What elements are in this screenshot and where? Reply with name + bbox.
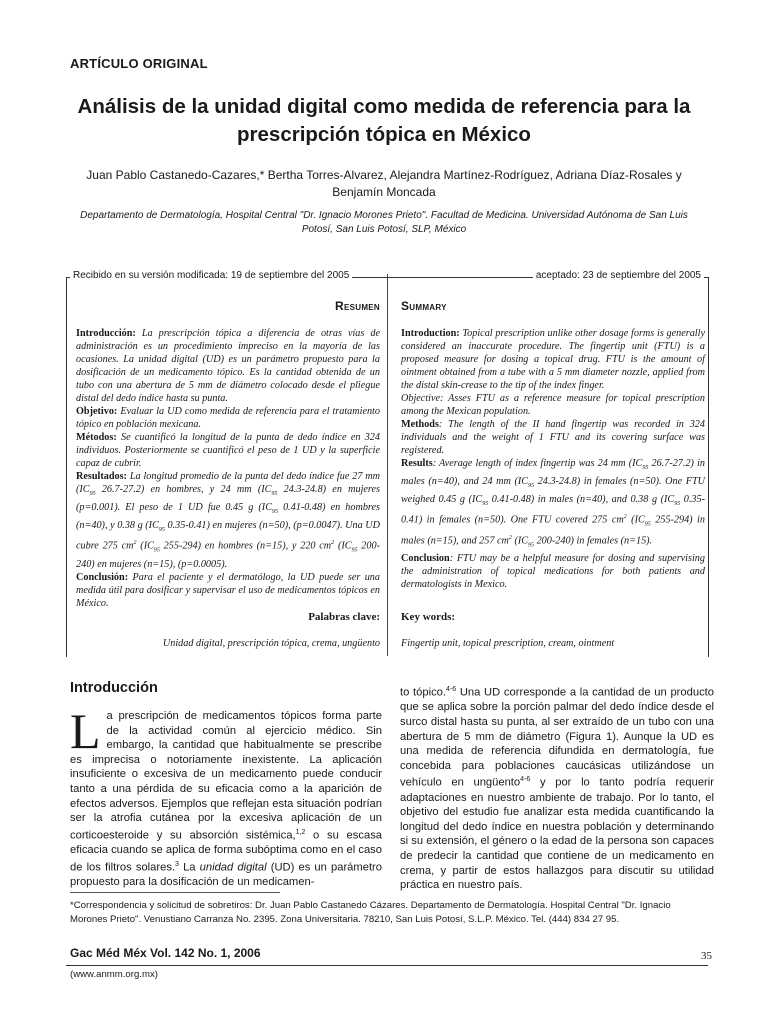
summary-met-label: Methods — [401, 419, 439, 430]
resumen-obj-text: Evaluar la UD como medida de referencia para el tratamiento tópico en población mexicana. — [76, 406, 380, 430]
summary-res-text: 255-294) in males (n=15), and 257 cm — [401, 514, 705, 546]
summary-res-text: 26.7-27.2) in males (n=40), and 24 mm (IC — [401, 458, 705, 488]
squared-superscript: 2 — [133, 540, 137, 547]
ci-subscript: 95 — [153, 547, 160, 554]
footer-rule — [66, 965, 708, 966]
resumen-res-text: La longitud promedio de la punta del dedo índice fue 27 mm (IC — [76, 471, 380, 495]
resumen-con-label: Conclusión: — [76, 571, 129, 583]
received-date: Recibido en su versión modificada: 19 de septiembre del 2005 — [70, 270, 352, 281]
journal-citation: Gac Méd Méx Vol. 142 No. 1, 2006 — [70, 946, 261, 960]
article-title: Análisis de la unidad digital como medida de referencia para la prescripción tópica en México — [77, 95, 691, 146]
key-words-text: Fingertip unit, topical prescription, cream, ointment — [401, 638, 615, 649]
summary-obj-label: Objective — [401, 393, 441, 404]
ci-subscript: 95 — [528, 541, 535, 548]
intro-text: (UD) es un parámetro propuesto para la dosificación de un medicamen- — [70, 861, 382, 888]
palabras-clave-text: Unidad digital, prescripción tópica, crema, ungüento — [162, 638, 380, 649]
reference-superscript: 4-6 — [520, 776, 531, 784]
summary-res-text: (IC — [511, 534, 529, 546]
journal-website: (www.anmm.org.mx) — [70, 969, 158, 980]
ci-subscript: 95 — [482, 501, 489, 508]
summary-intro-text: Topical prescription unlike other dosage forms is generally considered an inaccurate procedure. The fingertip unit (FTU) is a proposed measure for dosing a topical drug. FTU is the amount of ointment obtained from a tube with a 5 mm diameter nozzle, applied from the distal skin-crease to the tip of the index finger. — [401, 328, 705, 391]
resumen-text — [76, 327, 380, 610]
key-words-label: Key words: — [401, 611, 456, 623]
resumen-res-text: 255-294) en hombres (n=15), y 220 cm — [159, 540, 332, 552]
footnote-rule — [70, 892, 280, 893]
resumen-met-label: Métodos: — [76, 432, 117, 443]
drop-cap: L — [70, 703, 101, 759]
resumen-res-text: 24.3-24.8) en mujeres (p=0.001). El peso de 1 UD fue 0.45 g (IC — [76, 484, 380, 514]
intro-text: to tópico. — [400, 686, 446, 699]
page-number: 35 — [701, 950, 712, 962]
ci-subscript: 95 — [674, 501, 681, 508]
summary-res-text: 200-240) in females (n=15). — [534, 534, 653, 546]
reference-superscript: 4-6 — [446, 686, 457, 693]
resumen-res-label: Resultados: — [76, 471, 127, 482]
ci-subscript: 95 — [272, 509, 278, 516]
intro-text: o su escasa eficacia cuando se aplica de forma subóptima como en el caso de los filtros solares. — [70, 829, 383, 874]
summary-res-text: 0.35-0.41) in females (n=50). One FTU covered 275 cm — [401, 494, 705, 526]
resumen-res-text: (IC — [334, 540, 352, 552]
summary-con-label: Conclusion — [401, 552, 450, 564]
ci-subscript: 95 — [89, 491, 96, 498]
resumen-con-text: Para el paciente y el dermatólogo, la UD puede ser una medida útil para dosificar y supervisar el uso de medicamentos tópicos en México. — [76, 571, 380, 609]
summary-res-label: Results — [401, 458, 433, 469]
intro-right-column — [400, 683, 714, 893]
resumen-heading: Resumen — [335, 299, 380, 313]
intro-text: a prescripción de medicamentos tópicos forma parte de la actividad común al ejercicio médico. Sin embargo, la cantidad que habitualmente se prescribe es imprecisa o notoriamente inexistente. La aplicación insuficiente o excesiva de un medicamento puede conducir tanto a una pérdida de su eficacia como a la aparición de efectos adversos. Ejemplos que reflejan esta situación podrían ser la atrofia cutánea por la excesiva aplicación de un corticoesteroide y su absorción sistémica, — [70, 710, 382, 842]
summary-met-text: : The length of the II hand fingertip was recorded in 324 individuals and the weight of 1 FTU and its covering surface was registered. — [401, 419, 705, 456]
summary-intro-label: Introduction: — [401, 328, 460, 339]
right-frame-line — [708, 277, 709, 657]
intro-left-column — [70, 703, 383, 890]
accepted-date: aceptado: 23 de septiembre del 2005 — [533, 270, 704, 281]
resumen-res-text: 0.35-0.41) en mujeres (n=50), (p=0.0047). Una UD cubre 275 cm — [76, 520, 380, 552]
palabras-clave-label: Palabras clave: — [308, 611, 380, 623]
reference-superscript: 3 — [175, 860, 179, 868]
squared-superscript: 2 — [623, 514, 627, 521]
resumen-obj-label: Objetivo: — [76, 406, 118, 417]
intro-text: Una UD corresponde a la cantidad de un producto que se aplica sobre la porción palmar del dedo índice desde el surco distal hasta su punta, al ser extraído de un tubo con una abertura de 5 mm de diámetro (Figura 1). Aunque la UD es una medida de referencia difundida en dermatología, fue concebida para poblaciones caucásicas utilizándose un vehículo en ungüento — [400, 686, 714, 790]
resumen-res-text: 200-240) en mujeres (n=15), (p=0.0005). — [76, 540, 380, 570]
resumen-met-text: Se cuantificó la longitud de la punta de dedo índice en 324 individuos. Posteriormente se cuantificó el peso de 1 UD y la superficie capaz de cubrir. — [76, 432, 380, 469]
summary-res-text: : Average length of index fingertip was 24 mm (IC — [432, 458, 643, 469]
summary-obj-text: : Asses FTU as a reference measure for topical prescription among the Mexican population. — [401, 393, 705, 417]
authors: Juan Pablo Castanedo-Cazares,* Bertha Torres-Alvarez, Alejandra Martínez-Rodríguez, Adriana Díaz-Rosales y Benjamín Moncada — [86, 168, 682, 199]
summary-heading: Summary — [401, 299, 447, 313]
intro-text: y por lo tanto podría requerir adaptaciones en nuestro ambiente de trabajo. Por lo tanto, el objetivo del estudio fue analizar esta medida cuantificando la longitud del dedo índice en nuestra población y determinando si su extensión, el género o la edad de la persona son capaces de predecir la cantidad que contiene de un medicamento en crema, y partir de estos hallazgos para discutir su utilidad práctica en nuestro país. — [400, 777, 714, 892]
left-frame-line — [66, 277, 67, 657]
summary-res-text: 24.3-24.8) in females (n=50). One FTU weighed 0.45 g (IC — [401, 476, 705, 506]
ci-subscript: 95 — [351, 547, 358, 554]
section-label: ARTÍCULO ORIGINAL — [70, 56, 208, 71]
resumen-intro-text: La prescripción tópica a diferencia de otras vías de administración es un procedimiento impreciso en la mayoría de las ocasiones. La unidad digital (UD) es un parámetro propuesto para la dosificación de un medicamento tópico. Es la cantidad obtenida de un tubo con una abertura de 5 mm de diámetro colocado desde el pliegue distal del dedo índice hasta su punta. — [76, 328, 380, 404]
summary-text — [401, 327, 705, 591]
ci-subscript: 95 — [271, 491, 278, 498]
resumen-res-text: 26.7-27.2) en hombres, y 24 mm (IC — [95, 484, 272, 495]
correspondence-footnote: *Correspondencia y solicitud de sobretiros: Dr. Juan Pablo Castanedo Cázares. Departamento de Dermatología. Hospital Central "Dr. Ignacio Morones Prieto". Venustiano Carranza No. 2395. Zona Universitaria. 78210, San Luis Potosí, S.L.P. México. Tel. (444) 834 27 95. — [70, 900, 671, 925]
introduccion-heading: Introducción — [70, 680, 158, 696]
squared-superscript: 2 — [508, 534, 512, 541]
reference-superscript: 1,2 — [295, 828, 306, 836]
ci-subscript: 95 — [642, 465, 649, 472]
summary-res-text: (IC — [626, 514, 645, 526]
ci-subscript: 95 — [158, 527, 165, 534]
resumen-intro-label: Introducción: — [76, 328, 136, 339]
intro-italic: unidad digital — [199, 861, 267, 874]
intro-text: La — [178, 861, 200, 874]
affiliation: Departamento de Dermatología, Hospital Central "Dr. Ignacio Morones Prieto". Facultad de Medicina. Universidad Autónoma de San Luis Potosí, San Luis Potosí, SLP, México — [80, 210, 688, 235]
ci-subscript: 95 — [528, 483, 535, 490]
squared-superscript: 2 — [331, 540, 335, 547]
summary-con-text: : FTU may be a helpful measure for dosing and supervising the administration of topical medications for both patients and dermatologists in Mexico. — [401, 552, 705, 590]
summary-res-text: 0.41-0.48) in males (n=40), and 0.38 g (IC — [488, 494, 675, 506]
ci-subscript: 95 — [644, 521, 651, 528]
resumen-res-text: 0.41-0.48) en hombres (n=40), y 0.38 g (IC — [76, 502, 380, 532]
abstract-column-divider — [387, 274, 388, 656]
resumen-res-text: (IC — [136, 540, 154, 552]
